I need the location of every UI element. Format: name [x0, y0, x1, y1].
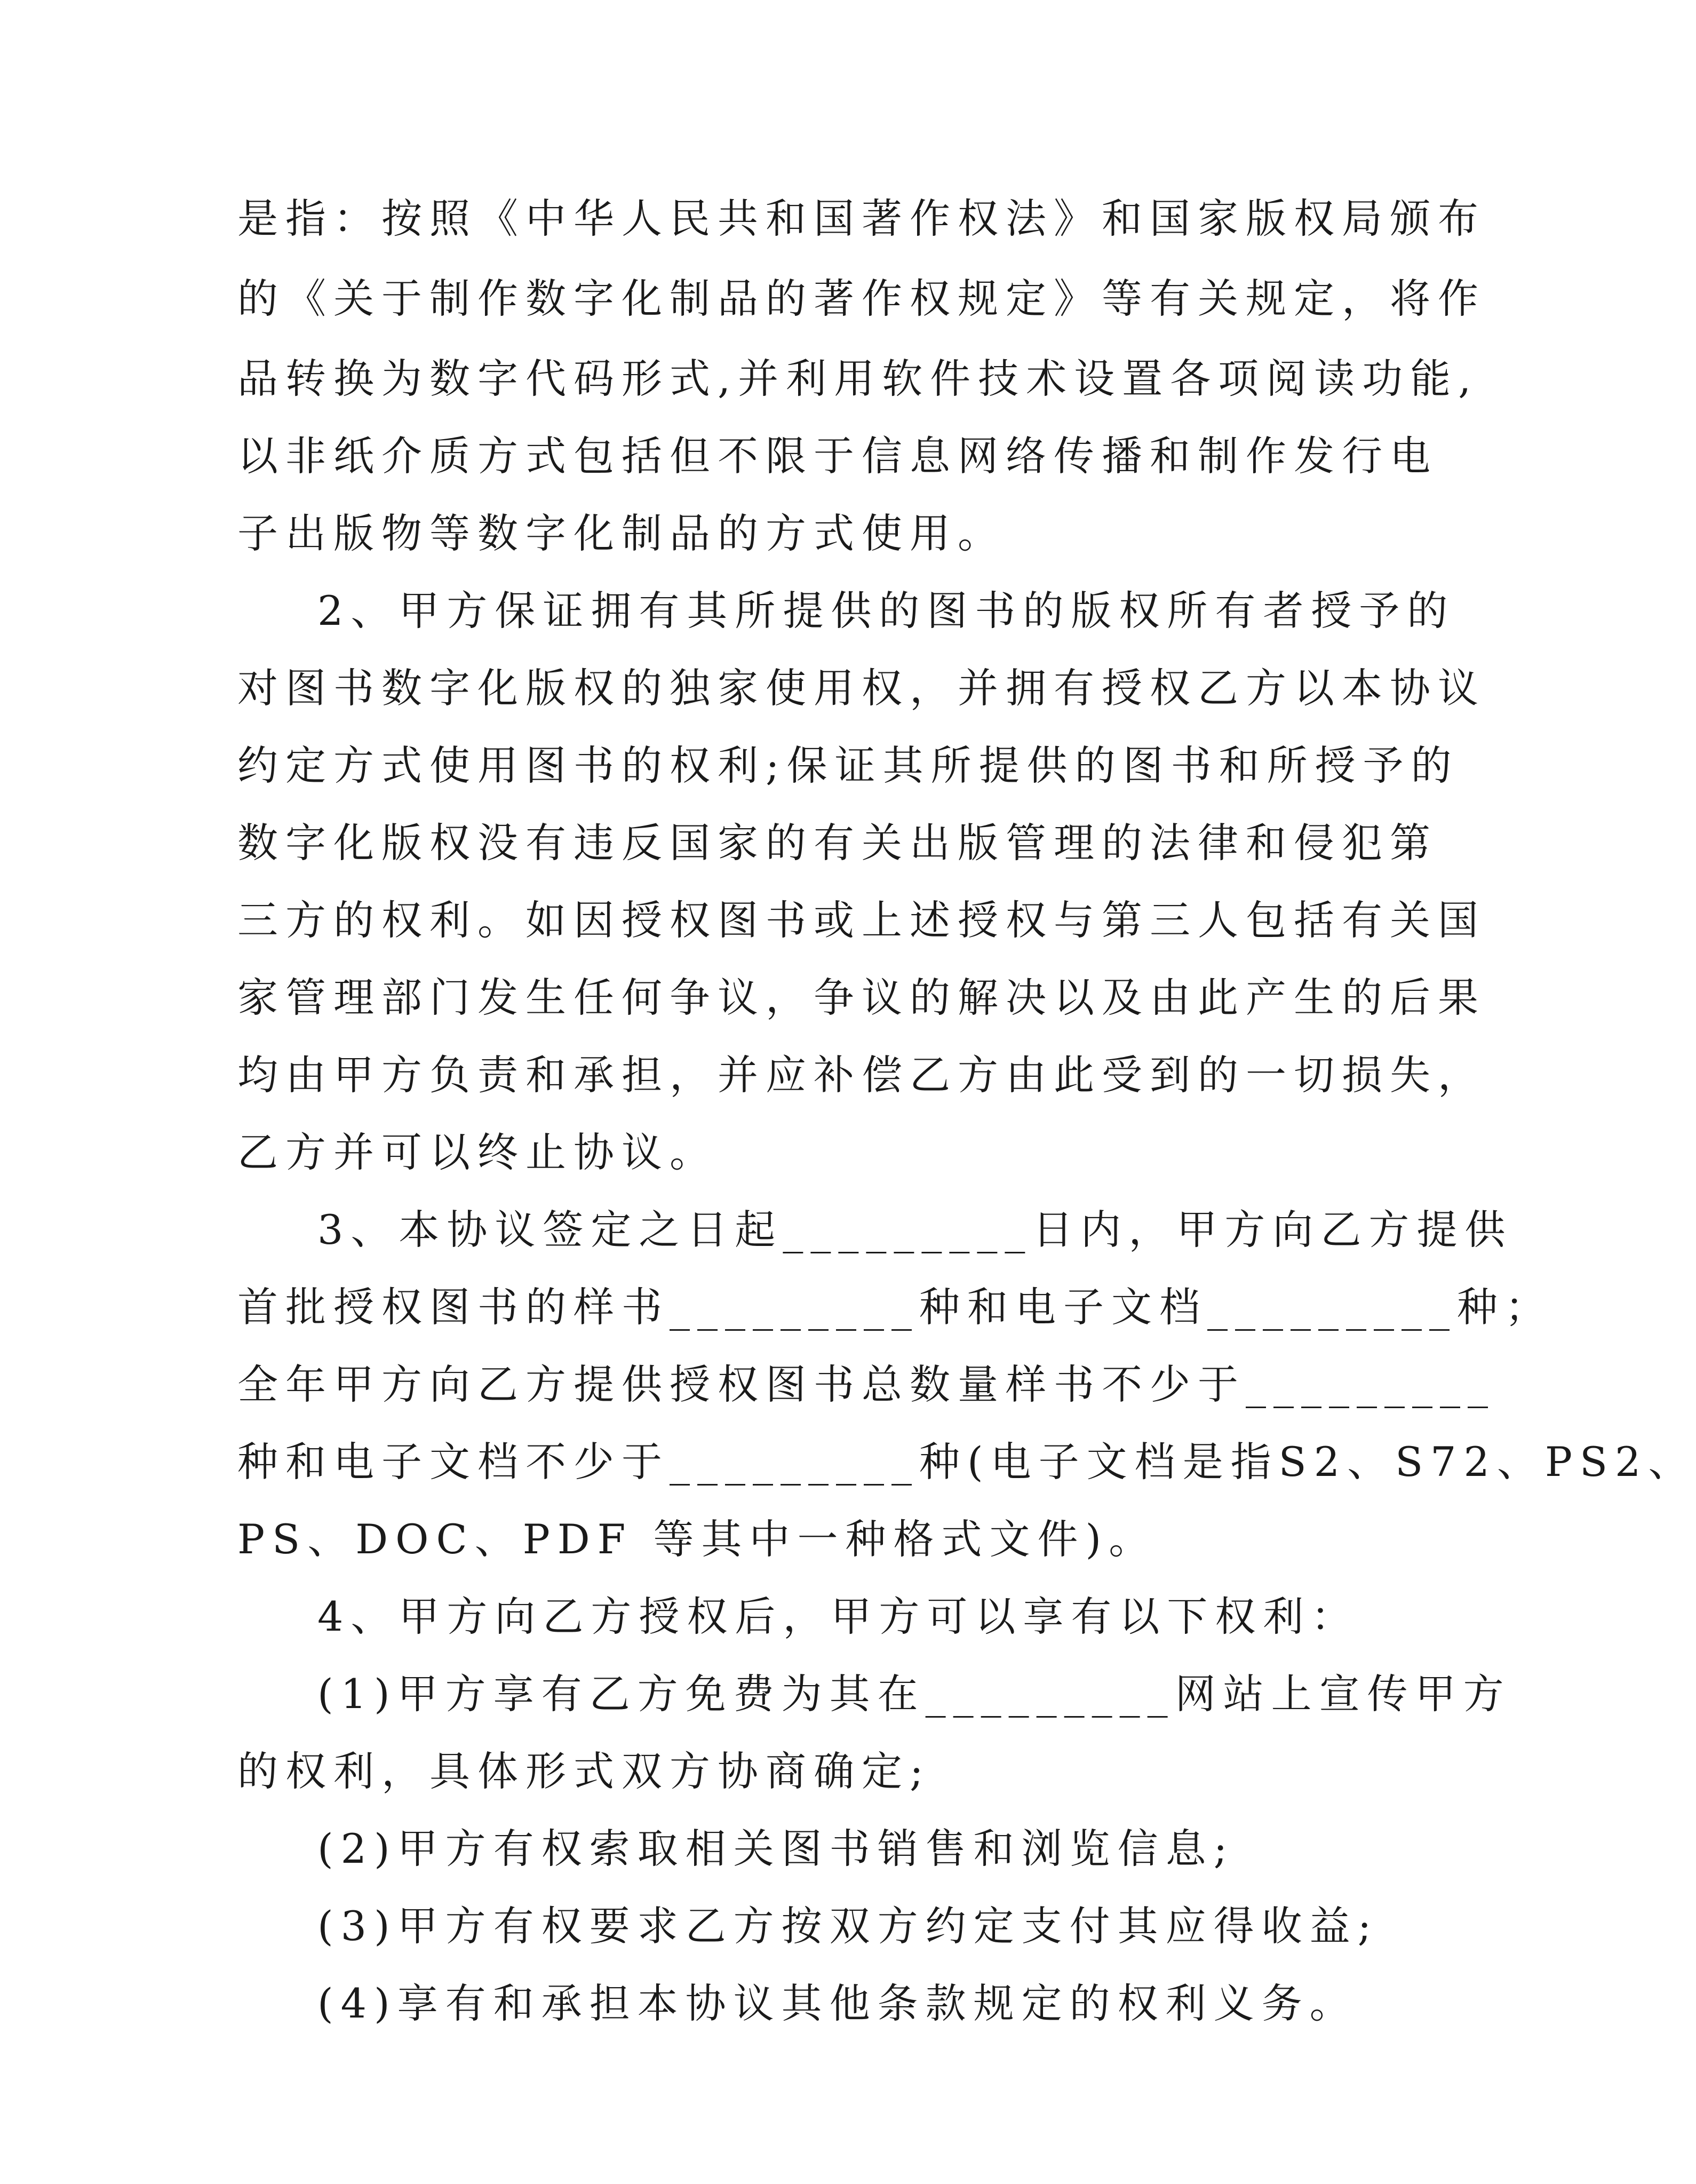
list-item-4: (4)享有和承担本协议其他条款规定的权利义务。 — [317, 1980, 1358, 2027]
paragraph-3-start: 3、本协议签定之日起_________日内，甲方向乙方提供 — [317, 1206, 1513, 1253]
text-line: 子出版物等数字化制品的方式使用。 — [237, 510, 1006, 557]
text-line: 的权利，具体形式双方协商确定; — [237, 1748, 931, 1795]
paragraph-2-start: 2、甲方保证拥有其所提供的图书的版权所有者授予的 — [317, 587, 1455, 634]
text-line: 是指：按照《中华人民共和国著作权法》和国家版权局颁布 — [237, 195, 1486, 242]
text-line: 以非纸介质方式包括但不限于信息网络传播和制作发行电 — [237, 432, 1438, 480]
text-line: 首批授权图书的样书_________种和电子文档_________种； — [237, 1283, 1553, 1331]
text-line: 品转换为数字代码形式,并利用软件技术设置各项阅读功能, — [237, 355, 1479, 402]
paragraph-4-start: 4、甲方向乙方授权后，甲方可以享有以下权利： — [317, 1593, 1359, 1640]
list-item-1: (1)甲方享有乙方免费为其在_________网站上宣传甲方 — [317, 1670, 1511, 1718]
text-line: 约定方式使用图书的权利;保证其所提供的图书和所授予的 — [237, 742, 1459, 789]
list-item-3: (3)甲方有权要求乙方按双方约定支付其应得收益; — [317, 1902, 1379, 1950]
text-line: 乙方并可以终止协议。 — [237, 1129, 718, 1176]
text-line: 种和电子文档不少于_________种(电子文档是指S2、S72、PS2、 — [237, 1438, 1696, 1486]
list-item-2: (2)甲方有权索取相关图书销售和浏览信息; — [317, 1825, 1235, 1872]
text-line: 对图书数字化版权的独家使用权，并拥有授权乙方以本协议 — [237, 664, 1486, 712]
text-line: 均由甲方负责和承担，并应补偿乙方由此受到的一切损失， — [237, 1051, 1486, 1099]
text-line: PS、DOC、PDF 等其中一种格式文件)。 — [237, 1515, 1157, 1563]
text-line: 的《关于制作数字化制品的著作权规定》等有关规定，将作 — [237, 275, 1486, 322]
text-line: 全年甲方向乙方提供授权图书总数量样书不少于_________ — [237, 1361, 1495, 1408]
text-line: 数字化版权没有违反国家的有关出版管理的法律和侵犯第 — [237, 819, 1438, 867]
text-line: 三方的权利。如因授权图书或上述授权与第三人包括有关国 — [237, 896, 1486, 944]
text-line: 家管理部门发生任何争议，争议的解决以及由此产生的后果 — [237, 974, 1486, 1021]
